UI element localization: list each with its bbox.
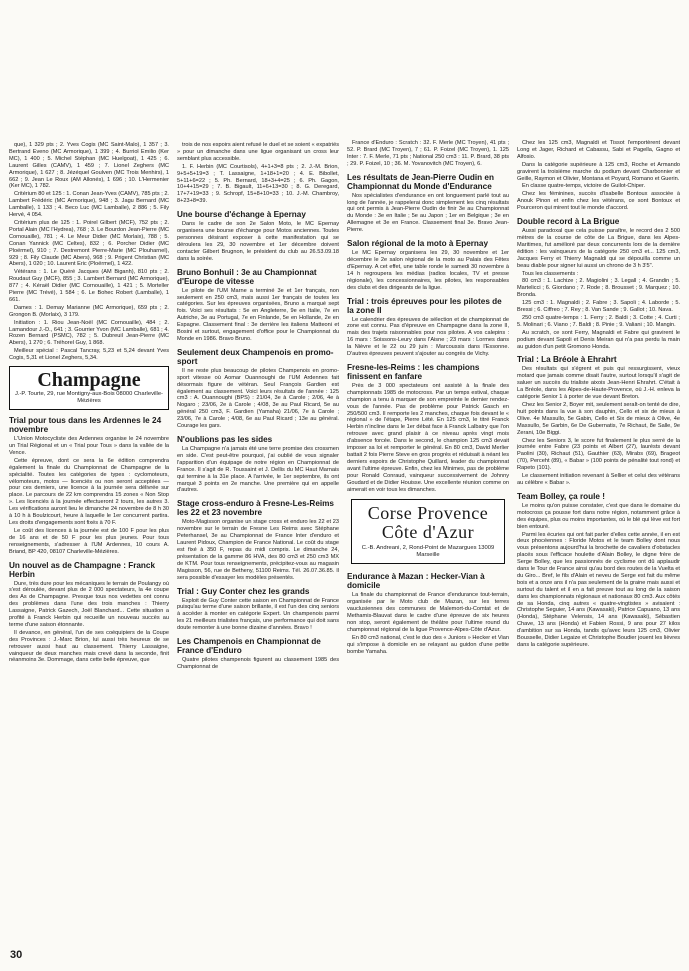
article-heading: Les résultats de Jean-Pierre Oudin en Championnat du Monde d'Endurance <box>347 172 494 191</box>
page-number: 30 <box>10 949 23 961</box>
article-paragraph: Chez les Senior 2, Boyer mit, seulement seraIt-on tenté de dire, huit points dans la vue à son dauphin, Cello et six de mieux à Olive. 4e Massullo, 5e Gabin, Cello et Six de mieux à Olive, 4e Massullo, 5e Garbin, 6e De Gubernatis, 7e Richaut, 8e Salle, 9e Zerani, 10e Biggi. <box>517 402 680 436</box>
article-paragraph: Chez les féminines, succès d'Isabelle Bontoux associée à Anouk Pinon et enfin chez les vétérans, ce sont Bontoux et Pourceron qui mirent tout le monde d'accord. <box>517 191 680 212</box>
results-text: 250 cm3 quatre-temps : 1. Ferry ; 2. Baldi ; 3. Cotte ; 4. Curti ; 5. Molinari ; 6. Viano ; 7. Baldi ; 8. Pinie ; 9. Valiani ; 10. Mangin. <box>517 314 680 328</box>
region-title: Champagne <box>37 369 141 392</box>
column-1 <box>9 142 169 940</box>
article-paragraph: Le classement initiation revenant à Sellier et celui des vétérans au célèbre « Babar ». <box>517 473 680 486</box>
article-heading: Fresne-les-Reims : les champions finissent en fanfare <box>347 362 480 381</box>
article-paragraph: Le coût des licences à la journée est de 100 F pour les plus de 16 ans et de 50 F pour les plus jeunes. Pour tous renseignements, s'adresser à l'UM Ardennes, 10 cours A. Briand, BP 420, 08107 Charleville-Mézières. <box>9 527 169 555</box>
article-paragraph: Moto-Magisson organise un stage cross et enduro les 22 et 23 novembre sur le terrain de Fresne Les Reims avec Stéphane Peterhansel, 3e au Championnat de France Inter d'enduro et Laurent Pidoux, Champion de France National. Le coût du stage est fixé à 350 F, repas du midi compris. Le dimanche 24, présentation de la gamme 86 HVA, des 80 cm3 et 250 cm3 MX de KTM. Pour tous renseignements, précipitez-vous au magasin Magisson, 56, rue de Betheny, 51100 Reims. Tél. 26.07.36.85. Il sera possible d'essayer les modèles présentés. <box>177 519 339 581</box>
results-text: Initiation : 1. Riou Jean-Noël (MC Cornouaille), 484 ; 2. Lamandour J.-D., 641 ; 3. Gourrier Yvon (MC Lamballe), 681 ; 4. Rozen Bernard (PSMC), 782 ; 5. Dubreuil Jean-Pierre (MC Abers), 1 270 ; 6. Tréhorel Guy, 1 868. <box>9 319 169 347</box>
article-heading: Trial : La Bréole à Ehrahrt <box>517 355 617 365</box>
article-paragraph: Dans le cadre de son 2e Salon Moto, le MC Epernay organisera une bourse d'échange pour Motos anciennes. Toutes personnes désirant exposer à cette manifestation qui se déroulera les 29, 30 novembre et 1er décembre doivent contacter Gilbert Brugnon, le président du club au 26.53.09.18 dans la soirée. <box>177 221 339 262</box>
article-paragraph: Dans la catégorie supérieure à 125 cm3, Roche et Armando gravirent la troisième marche du podium devant Charbonnier et Geille, Raymon et Olivier, Montana et Poyard, Romano et Guerin. <box>517 161 680 182</box>
results-text: 80 cm3 : 1. Lachize ; 2. Magiolini ; 3. Legall ; 4. Grandin ; 5. Martelicci ; 6. Giordano ; 7. Rode ; 8. Brousset ; 9. Marquez ; 10. Bronda. <box>517 278 680 299</box>
results-text: Meilleur spécial : Pascal Tancray, 5,23 et 5,24 devant Yves Cogis, 5,31 et Lionel Zeghers, 5,34. <box>9 348 169 362</box>
article-paragraph: La Champagne n'a jamais été une terre promise des crossmen en side. C'est peut-être pourquoi, j'ai oublié de vous signaler l'apparition d'un équipage de notre région en Championnat de France. Il s'agit de R. Toussaint et J. Dellis du MC Haut Marnais qui termine à la 31e place. A l'arrivée, le 1er septembre, ils ont marqué 3 points en 2e manche. Une première qui en appelle d'autres. <box>177 446 339 494</box>
column-4 <box>517 140 680 940</box>
article-heading: Trial : trois épreuves pour les pilotes de la zone II <box>347 296 502 315</box>
article-paragraph: Parmi les écuries qui ont fait parler d'elles cette année, il en est deux phocéennes : Floride Motos et le team Bolley dont nous vous présentons aujourd'hui la brochette de cavaliers d'obstacles placés sous l'efficace houlette d'Alain Bolley, le digne frère de Serge Bolley, que les passionnés de cyclisme ont dû applaudir dans le Tour de France ainsi qu'au bord des routes de la Vuelta et du Giro... Bref, le fils d'Alain et neveu de Serge est fait du même bois et a onze ans il n'a pas seulement de la graine mais aussi et surtout du talent et il en a fait preuve tout au long de la saison dans les championnats régionaux et nationaux 80 cm3. Aux côtés de sa Honda, cinq autres « quatre-vingtistes » avisaient : Christophe Seguier, 14 ans (Kawasaki), Patrice Capuano, 13 ans (Honda), Stéphane Velensis, 14 ans (Kawasaki), Sébastien Chave, 13 ans (Honda) et Fabien Rossi, 9 ans pour 27 kilos d'ambition sur sa Honda, tandis qu'avec leurs 125 cm3, Olivier Bousselle, Didier Legaize et Christophe Boudier jouent les lièvres dans la catégorie supérieure. <box>517 531 680 648</box>
article-paragraph: Près de 3 000 spectateurs ont assisté à la finale des championnats 1985 de motocross. Par un temps estival, chaque champion a tenu à marquer de son empreinte le dernier rendez-vous de l'année. Pas de problème pour Patrick Gasch en 250/500 cm3. Il remporte les 2 manches, chaque fois devant le « régional » de l'étape, Pierre Lété. En 125 cm3, le titré Franck Herbin n'incline dans le 1er débat face à Franck Lalbatry que l'on retrouve avec grand plaisir à ce niveau après vingt mois d'absence forcée. Dans le second, le champion 125 cm3 devait imposer sa loi et remporter le général. En 80 cm3, David Merlier battait 2 fois Pierre Steve en gros progrès et réduisait à néant les derniers espoirs de Christophe Quillard, leader du championnat avant l'ultime épreuve. Enfin, chez les Minimes, pas de problème pour Ronald Conraud, vainqueur successivement de Johnny Goudard et de Didier Houisse. Une excellente réunion comme on aimerait en voir tous les dimanches. <box>347 382 509 493</box>
results-text: Critérium 80 et 125 : 1. Conan Jean-Yves (CAMV), 785 pts ; 2. Lambert Frédéric (MC Armorique), 948 ; 3. Jagu Bernard (MC Lamballe), 1 133 ; 4. Beco Luc (MC Lamballe), 2 886 ; 5. Fily Hervé, 4 054. <box>9 191 169 219</box>
article-paragraph: Le calendrier des épreuves de sélection et de championnat de zone est connu. Pas d'épreuve en Champagne dans la zone II, mais des trajets raisonnables pour nos pilotes. A vos calepins : 16 mars : Soissons-Leury dans l'Aisne ; 23 mars : Lormes dans la Nièvre et le 22 ou 29 juin : Marcoussis dans l'Essonne. D'autres épreuves peuvent s'ajouter au congrès de Vichy. <box>347 316 509 358</box>
article-heading: Salon régional de la moto à Epernay <box>347 239 489 249</box>
region-address: C.-B. Andreani, 2, Rond-Point de Mazargues 13009 Marseille <box>361 545 495 559</box>
article-heading: Trial pour tous dans les Ardennes le 24 novembre <box>9 416 162 435</box>
article-paragraph: Au scratch, ce sont Ferry, Magnaldi et Fabre qui gravirent le podium devant Sapoli et Denis Meiran qui n'a pas perdu la main au guidon d'un petit Gromono Honda. <box>517 329 680 350</box>
column-3 <box>347 140 509 940</box>
results-text: Dames : 1. Demay Marianne (MC Armorique), 659 pts ; 2. Grongon B. (Morlaix), 3 179. <box>9 304 169 318</box>
article-paragraph: En 80 cm3 national, c'est le duo des « Juniors » Hecker et Vian qui s'impose à domicile en se relayant au guidon d'une petite bombe Yamaha. <box>347 634 509 655</box>
region-box-champagne <box>9 366 169 410</box>
article-paragraph: Le pilote de l'UM Marne a terminé 3e et 1er français, non seulement en 250 cm3, mais aussi 1er français de toutes les catégories. Sur les épreuves organisées, Bruno a marqué sept fois. Voici ses résultats : 5e en Angleterre, 9e en Italie, 7e en Autriche, 3e au Portugal, 7e en Finlande, 5e en Hollande, 2e en Espagne. Classement final : 3e derrière les italiens Matteoni et Bosini et surtout, engagement d'office pour le Championnat du Monde en 1986. Bravo Bruno. <box>177 287 339 342</box>
results-text: Vétérans : 1. Le Quéré Jacques (AM Biganh), 810 pts ; 2. Roudaut Guy (MCF), 855 ; 3. Lambert Bernard (MC Armorique), 877 ; 4. Kéraël Didier (MC Cornouaille), 1 421 ; 5. Morteller Pierre (MC Trévé), 1 584 ; 6. Le Bohec Robert (Lamballe), 1 661. <box>9 269 169 303</box>
article-paragraph: Il devance, en général, l'un de ses coéquipiers de la Coupe des Provinces : J.-Marc Brion, lui aussi très heureux de se retrouver aussi haut au classement. Thierry Lassaigne, vainqueur de deux manches mais crevé dans la seconde, finit néanmoins 3e. Dommage, dans cette belle épreuve, que <box>9 629 169 664</box>
results-text: Critérium plus de 125 : 1. Poirel Gilbert (MCF), 752 pts ; 2. Portal Alain (MC l'Hydrea), 768 ; 3. Le Bourdon Jean-Pierre (MC Cornouaille), 781 ; 4. Le Meur Didier (MC Morlaix), 788 ; 5. Conan Yannick (MC Celtes), 832 ; 6. Porcher Didier (MC Ploërmel), 910 ; 7. Destremont Pierre-Marie (MC Plouharnel), 929 ; 8. Fily Claude (MC Abers), 968 ; 9. Prigent Christian (MC Abers), 1 020 ; 10. Laurent Eric (Ploërmel), 1 422. <box>9 219 169 268</box>
article-paragraph: Exploit de Guy Conter cette saison en Championnat de France puisqu'au terme d'une saison brillante, il est l'un des cinq seniors à accéder à monter en catégorie Expert. Un champenois parmi les 21 meilleurs trialistes français, une performance qui doit sans doute remonter à une bonne dizaine d'années. Bravo ! <box>177 597 339 632</box>
results-text: 1. F. Herbin (MC Courtisols), 4+1+3=8 pts ; 2. J.-M. Brion, 9+5+5+19=3 ; T. Lassaigne, 1+18+1=20 ; 4. E. Bibollet, 5+11+6=22 ; 5. Ph. Bernard, 18+3+4=25 ; 6. Ph. Gagon, 10+4+15=29 ; 7. B. Bigault, 11+6+13=30 ; 8. G. Deregard, 17+7+19=33 ; 9. Schropf, 15+8+10=33 ; 10. J.-M. Chambroy, 8+23+8=39. <box>177 163 339 205</box>
article-paragraph: Tous les classements : <box>522 270 579 277</box>
column-2 <box>177 142 339 940</box>
article-paragraph: Le MC Epernay organisera les 29, 30 novembre et 1er décembre le 2e salon régional de la moto au Palais des Fêtes d'Epernay. A cet effet, une table ronde le samedi 30 novembre à 14 h regroupera les médias (radios locales, TV et presse régionale), les concessionnaires, les pilotes, les responsables des clubs et des dirigeants de la ligue. <box>347 250 509 291</box>
article-heading: Endurance à Mazan : Hecker-Vian à domicile <box>347 572 485 591</box>
article-heading: Seulement deux Champenois en promo-sport <box>177 347 334 366</box>
article-paragraph: Dure, très dure pour les mécaniques le terrain de Poulangy où s'est déroulée, devant plus de 2 000 spectateurs, la 4e coupe des As de Champagne. Presque tous nos vedettes ont connu des problèmes dans l'une des trois manches : Thierry Lassaigne, Patrick Gazech, Joël Blanchard... Cette situation a profité à Franck Herbin qui recueille un nouveau succès au terme d'une saison étonnante. <box>9 580 169 628</box>
article-paragraph: trois de nos espoirs aient refusé le duel et se soient « expatriés » pour un dimanche dans une ligue organisant un cross leur semblant plus accessible. <box>177 142 339 162</box>
article-paragraph: La finale du championnat de France d'endurance tout-terrain, organisée par le Moto club de Mazan, sur les terres vauclusiennes des communes de Malemort-du-Comtat et de Methamis-Blauvat dans le cadre d'une épreuve de six heures non stop, seront également de théâtre pour l'ultime round du championnat régional de la ligue Provence-Alpes-Côte d'Azur. <box>347 592 509 633</box>
article-heading: Une bourse d'échange à Epernay <box>177 210 306 220</box>
results-text: que), 1 329 pts ; 2. Yves Cogis (MC Saint-Malo), 1 357 ; 3. Bertrand Eveno (MC Armorique), 1 399 ; 4. Burriol Emilio (Ker MC), 1 400 ; 5. Michel Stéphan (MC Huelgoat), 1 425 ; 6. Laurent Gilles (CAMV), 1 459 ; 7. Lionel Zeghers (MC Armorique), 1 627 ; 8. Jézéquel Goulven (MC Trois Menhirs), 1 662 ; 9. Jean Le Roux (AM Allonés), 1 696 ; 10. L'Hermenier (Ker MC), 1 782. <box>9 142 169 190</box>
article-heading: Team Bolley, ça roule ! <box>517 491 605 501</box>
article-paragraph: Des résultats qui s'égrent et puis qui ressurgissent, vieux motard que jamais comme disait l'autre, surtout lorsqu'il s'agit de saluer un succès du trialiste aixois Jean-Henri Ehrahrt. C'était à La Bréole, dans les Alpes-de-Haute-Provence, où J.-H. enleva la catégorie Senior 1 à porter de vue devant Breton. <box>517 366 680 401</box>
article-paragraph: L'Union Motocycliste des Ardennes organise le 24 novembre un Trial Régional et un « Trial pour Tous » dans la vallée de la Vence. <box>9 436 169 456</box>
article-heading: Les Champenois en Championnat de France d'Enduro <box>177 637 321 656</box>
article-paragraph: Il ne reste plus beaucoup de pilotes Champenois en promo-sport vitesse où Aomar Ouannoughi de l'UM Ardennes fait désormais figure de vétéran. Seul François Gardien est également au classement. Voici leurs résultats de l'année : 125 cm3 : A. Ouannoughi (BPS) : 21/04, 3e à Carole ; 2/06, 4e à Nogaro ; 23/06, 2e à Carole ; 4/08, 3e au Paul Ricard, 5e au général 250 cm3, F. Gardien (Yamaha) 21/06, 7e à Carole ; 23/06, 7e à Carole ; 4/08, 6e au Paul Ricard ; 13e au général. Courage les gars. <box>177 367 339 430</box>
article-paragraph: Chez les Seniors 3, le score fut finalement le plus serré de la journée entre Fabre (23 points et Albert (27), laurésts devant Paolini (30), Richaut (51), Gauthier (63), Mirabs (69), Brageot (70), Perceht (89), « Babar » (100 points de pénalité tout rond) et Rapeto (101). <box>517 437 680 472</box>
region-box-corse <box>351 499 505 564</box>
article-heading: Trial : Guy Conter chez les grands <box>177 586 310 596</box>
article-paragraph: Cette épreuve, dont ce sera la 6e édition comprendra également la finale du Championnat de Champagne de la spécialité. Toutes les catégories de types : cyclomoteurs, vélomoteurs, motos — licenciés ou non seront acceptées — pour ces derniers, une licence à la journée sera délivrée sur place. Le parcours de 22 km comprendra 15 zones « Non Stop ». Les licenciés à la journée effectueront 2 tours, les autres 3. Les vérifications auront lieu le dimanche 24 novembre de 8 h 30 à 10 h à Boulzicourt, heure à laquelle le 1er concurrent partira. Les droits d'engagements sont fixés à 70 F. <box>9 457 169 526</box>
results-text: 125 cm3 : 1. Magnaldi ; 2. Fabre ; 3. Sapoli ; 4. Laborde ; 5. Bressi ; 6. Ciffreo ; 7. Rey ; 8. Van Sande ; 9. Gallot ; 10. Nava. <box>517 300 680 314</box>
article-heading: Bruno Bonhuil : 3e au Championnat d'Europe de vitesse <box>177 267 317 286</box>
region-title: Corse Provence Côte d'Azur <box>367 503 489 543</box>
article-heading: N'oublions pas les sides <box>177 435 273 444</box>
article-paragraph: Quatre pilotes champenois figurent au classement 1985 des Championnat de <box>177 657 339 670</box>
region-address: J.-P. Tourte, 29, rue Montigny-aux-Bois 08000 Charleville-Mézières <box>14 391 163 405</box>
article-heading: Un nouvel as de Champagne : Franck Herbin <box>9 560 156 579</box>
article-paragraph: Le moins qu'on puisse constater, c'est que dans le domaine du motocross ça pousse fort dans notre région, notamment grâce à des équipes, plus ou moins importantes, où le blé qui lève est fort bien entouré. <box>517 502 680 530</box>
article-heading: Stage cross-enduro à Fresne-Les-Reims les 22 et 23 novembre <box>177 499 334 518</box>
article-paragraph: En classe quatre-temps, victoire de Guilot-Chiper. <box>522 183 646 190</box>
article-paragraph: Aussi paradoxal que cela puisse paraître, le record des 2 500 mètres de la course de côte de La Brigue, dans les Alpes-Maritimes, fut amélioré par deux concurrents lors de la dernière édition : les vainqueurs de la catégorie 250 cm3 et... 125 cm3, Jacques Ferry et Thierry Magnaldi qui se dépouilla comme un beau diable pour signer lui aussi un chrono de 3 h 3'5". <box>517 228 680 269</box>
results-text: France d'Enduro : Scratch : 32. F. Merle (MC Troyen), 41 pts ; 52. P. Brard (MC Troyen), 7 ; 61. P. Foizel (MC Troyen), 1. 125 Inter : 7. F. Merle, 71 pts ; National 250 cm3 : 11. P. Brard, 38 pts ; 29. P. Foizel, 10 ; 36. M. Yovanovitch (MC Troyen), 6. <box>347 140 509 167</box>
article-heading: Double record à La Brigue <box>517 217 620 227</box>
article-paragraph: Nos spécialistes d'endurance en ont longuement parlé tout au long de l'année, je rappelerai donc simplement les cinq résultats qui ont permis à Jean-Pierre Oudin de finir 3e au Championnat du Monde : 3e en Italie ; 5e au Japon ; 1er en Belgique ; 3e en Allemagne et 3e en France. Classement final 3e. Bravo Jean-Pierre. <box>347 192 509 234</box>
article-paragraph: Chez les 125 cm3, Magnaldi et Tissot l'emportèrent devant Long et Jager, Richard et Cabassu, Sabi et Pagella, Gagno et Alfosio. <box>517 140 680 160</box>
